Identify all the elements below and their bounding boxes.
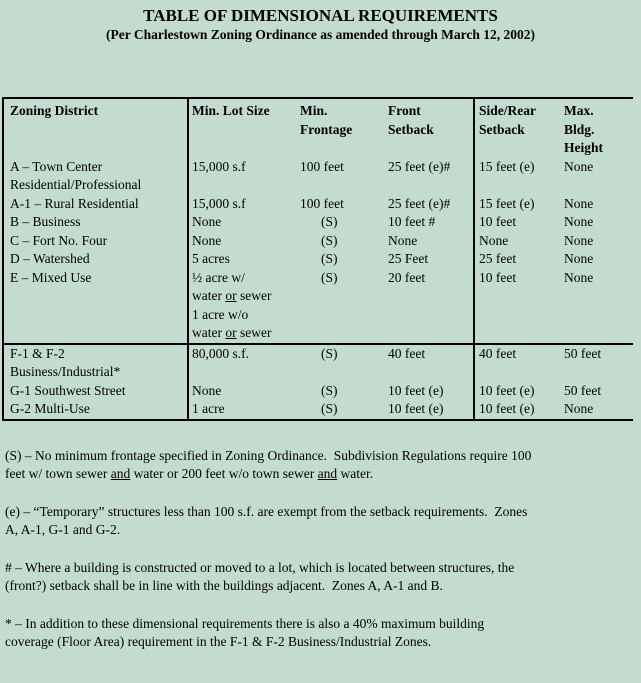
- cell-frontage: (S): [321, 269, 338, 285]
- header-min-frontage: [299, 98, 387, 158]
- table-row: [3, 269, 633, 344]
- cell-text: water: [192, 325, 226, 340]
- footnote-star: [5, 615, 635, 652]
- header-line: Height: [564, 140, 603, 155]
- header-line: Front: [388, 103, 421, 118]
- header-line: Side/Rear: [479, 103, 536, 118]
- cell-max-height: None: [564, 158, 594, 174]
- header-line: Frontage: [300, 121, 353, 137]
- cell-side-rear-setback: 10 feet: [474, 269, 564, 344]
- footnote-text: water.: [337, 466, 374, 481]
- cell-district: C – Fort No. Four: [10, 232, 108, 248]
- cell-text: ½ acre w/: [192, 269, 245, 285]
- cell-lot-size: None: [188, 382, 299, 401]
- cell-side-rear-setback: 15 feet (e): [474, 195, 564, 214]
- cell-front-setback: 10 feet (e): [388, 401, 444, 416]
- cell-lot-size: 1 acre: [188, 400, 299, 420]
- table-row: [3, 250, 633, 269]
- header-line: Bldg.: [564, 121, 595, 137]
- cell-max-height: None: [564, 232, 594, 248]
- footnote-text: (front?) setback shall be in line with the buildings adjacent. Zones A, A-1 and B.: [5, 578, 443, 593]
- cell-lot-size: 15,000 s.f: [188, 158, 299, 195]
- cell-district: G-2 Multi-Use: [10, 401, 90, 416]
- cell-lot-size: None: [188, 232, 299, 251]
- cell-district: [3, 344, 188, 382]
- cell-front-setback: 40 feet: [387, 344, 474, 382]
- footnote-text: water or 200 feet w/o town sewer: [130, 466, 318, 481]
- cell-front-setback: 25 Feet: [388, 251, 429, 266]
- header-line: Setback: [479, 121, 525, 137]
- table-header-row: [3, 98, 633, 158]
- cell-front-setback: 25 feet (e)#: [388, 158, 451, 174]
- footnote-text: * – In addition to these dimensional requirements there is also a 40% maximum building: [5, 615, 485, 631]
- page-title: TABLE OF DIMENSIONAL REQUIREMENTS: [143, 6, 498, 25]
- cell-side-rear-setback: 10 feet (e): [474, 400, 564, 420]
- dimensional-requirements-table: [2, 97, 633, 421]
- cell-front-setback: 25 feet (e)#: [388, 195, 451, 211]
- table-row: [3, 400, 633, 420]
- cell-text: Business/Industrial*: [10, 364, 121, 379]
- table-row: [3, 382, 633, 401]
- cell-frontage: (S): [321, 382, 338, 398]
- cell-max-height: None: [564, 401, 594, 416]
- cell-district: D – Watershed: [10, 251, 90, 266]
- cell-front-setback: 20 feet: [388, 269, 426, 285]
- cell-frontage: (S): [321, 232, 338, 248]
- cell-text: water: [192, 288, 226, 303]
- cell-max-height: 50 feet: [564, 344, 633, 382]
- cell-side-rear-setback: 10 feet: [474, 213, 564, 232]
- cell-side-rear-setback: 25 feet: [474, 250, 564, 269]
- cell-front-setback: None: [388, 232, 418, 248]
- footnote-text: (S) – No minimum frontage specified in Zoning Ordinance. Subdivision Regulations require 100: [5, 447, 532, 463]
- cell-max-height: None: [564, 195, 594, 211]
- footnotes: [5, 447, 635, 652]
- cell-front-setback: 10 feet (e): [388, 382, 444, 398]
- header-min-lot-size: Min. Lot Size: [188, 98, 299, 158]
- cell-text: F-1 & F-2: [10, 345, 65, 361]
- cell-lot-size: [188, 269, 299, 344]
- cell-max-height: None: [564, 251, 594, 266]
- cell-text: sewer: [236, 288, 272, 303]
- cell-frontage: 100 feet: [300, 195, 344, 211]
- cell-side-rear-setback: 15 feet (e): [474, 158, 564, 195]
- table-row: [3, 213, 633, 232]
- cell-front-setback: 10 feet #: [388, 214, 436, 229]
- cell-lot-size: 5 acres: [188, 250, 299, 269]
- footnote-text: (e) – “Temporary” structures less than 100 s.f. are exempt from the setback requirements. Zones: [5, 503, 528, 519]
- cell-district: E – Mixed Use: [10, 269, 92, 285]
- cell-lot-size: None: [188, 213, 299, 232]
- cell-lot-size: 80,000 s.f.: [188, 344, 299, 382]
- cell-side-rear-setback: 40 feet: [474, 344, 564, 382]
- cell-frontage: (S): [321, 214, 338, 229]
- cell-text: A – Town Center: [10, 158, 103, 174]
- cell-text-underlined: or: [225, 325, 237, 340]
- cell-district: [3, 158, 188, 195]
- cell-frontage: 100 feet: [300, 158, 344, 174]
- cell-frontage: (S): [299, 344, 387, 382]
- cell-side-rear-setback: None: [474, 232, 564, 251]
- cell-district: G-1 Southwest Street: [10, 382, 126, 398]
- footnote-text: coverage (Floor Area) requirement in the F-1 & F-2 Business/Industrial Zones.: [5, 634, 432, 649]
- cell-text: sewer: [236, 325, 272, 340]
- header-line: Setback: [388, 121, 434, 137]
- cell-side-rear-setback: 10 feet (e): [474, 382, 564, 401]
- footnote-hash: [5, 559, 635, 596]
- footnote-text-underlined: and: [110, 466, 131, 481]
- footnote-text: feet w/ town sewer: [5, 466, 111, 481]
- footnote-text: # – Where a building is constructed or moved to a lot, which is located between structures, the: [5, 559, 515, 575]
- cell-text: 1 acre w/o: [192, 306, 249, 322]
- cell-max-height: 50 feet: [564, 382, 602, 398]
- cell-text: Residential/Professional: [10, 177, 142, 192]
- header-line: Max.: [564, 103, 594, 118]
- header-line: Min.: [300, 103, 328, 118]
- cell-frontage: (S): [321, 401, 338, 416]
- table-row: [3, 232, 633, 251]
- table-row: [3, 344, 633, 382]
- header-zoning-district: Zoning District: [10, 103, 99, 118]
- table-row: [3, 158, 633, 195]
- header-max-bldg-height: [564, 98, 633, 158]
- table-row: [3, 195, 633, 214]
- cell-district: A-1 – Rural Residential: [10, 195, 139, 211]
- footnote-text-underlined: and: [317, 466, 338, 481]
- cell-text-underlined: or: [225, 288, 237, 303]
- cell-district: B – Business: [10, 214, 81, 229]
- footnote-text: A, A-1, G-1 and G-2.: [5, 522, 121, 537]
- header-front-setback: [387, 98, 474, 158]
- header-side-rear-setback: [474, 98, 564, 158]
- page-subtitle: (Per Charlestown Zoning Ordinance as amended through March 12, 2002): [105, 27, 535, 42]
- footnote-s: [5, 447, 635, 484]
- cell-frontage: (S): [321, 251, 338, 266]
- footnote-e: [5, 503, 635, 540]
- cell-lot-size: 15,000 s.f: [188, 195, 299, 214]
- cell-max-height: None: [564, 269, 594, 285]
- cell-max-height: None: [564, 214, 594, 229]
